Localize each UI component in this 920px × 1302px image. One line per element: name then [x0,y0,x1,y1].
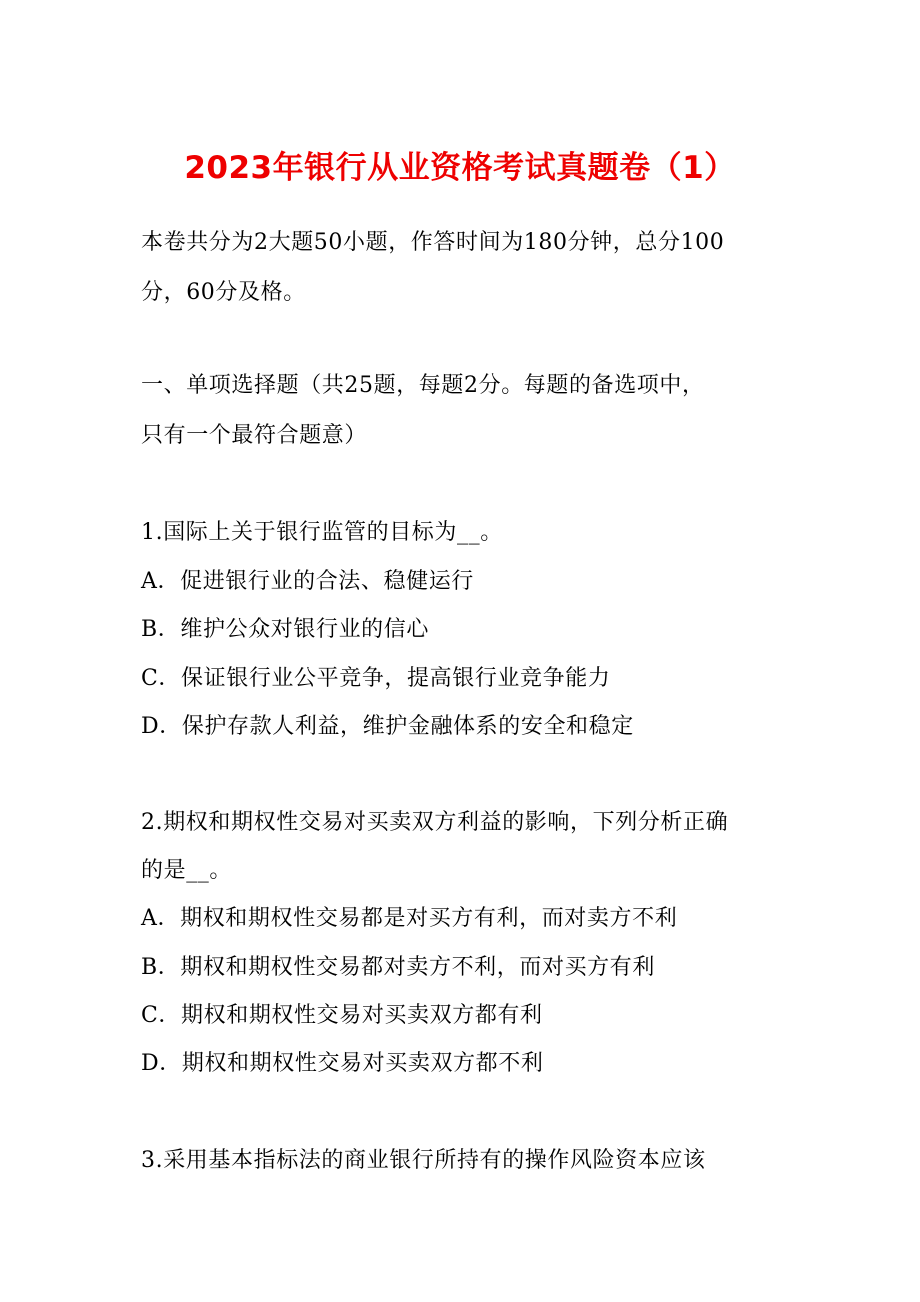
question-2-stem-line-2: 的是__。 [141,858,233,883]
section-heading-line-2: 只有一个最符合题意） [141,423,368,448]
question-1-option-b: B．维护公众对银行业的信心 [141,617,429,642]
section-heading-line-1: 一、单项选择题（共25题，每题2分。每题的备选项中， [141,373,705,398]
intro-text-line-1: 本卷共分为2大题50小题，作答时间为180分钟，总分100 [141,230,725,255]
question-2-option-d: D．期权和期权性交易对买卖双方都不利 [141,1051,544,1076]
question-2-option-c: C．期权和期权性交易对买卖双方都有利 [141,1003,543,1028]
question-2-option-a: A．期权和期权性交易都是对买方有利，而对卖方不利 [141,906,678,931]
question-2-option-b: B．期权和期权性交易都对卖方不利，而对买方有利 [141,955,655,980]
question-1-option-c: C．保证银行业公平竞争，提高银行业竞争能力 [141,666,611,691]
question-1-option-d: D．保护存款人利益，维护金融体系的安全和稳定 [141,714,634,739]
question-2-stem-line-1: 2.期权和期权性交易对买卖双方利益的影响，下列分析正确 [141,810,729,835]
document-title: 2023年银行从业资格考试真题卷（1） [184,150,736,186]
question-1-option-a: A．促进银行业的合法、稳健运行 [141,569,474,594]
question-1-stem: 1.国际上关于银行监管的目标为__。 [141,520,503,545]
intro-text-line-2: 分，60分及格。 [141,280,306,305]
question-3-stem: 3.采用基本指标法的商业银行所持有的操作风险资本应该 [141,1148,706,1173]
